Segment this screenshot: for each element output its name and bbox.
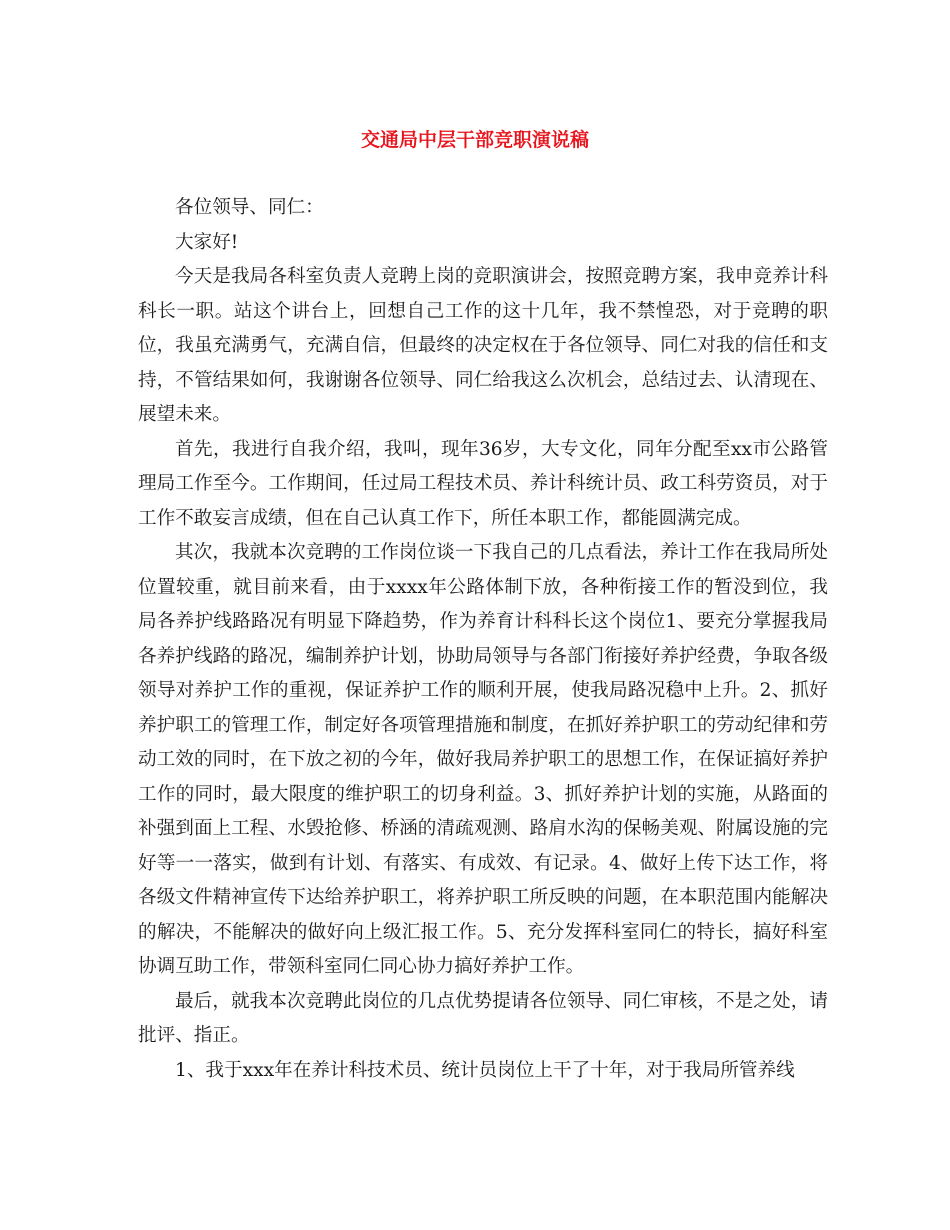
paragraph-self-intro: 首先，我进行自我介绍，我叫，现年36岁，大专文化，同年分配至xx市公路管理局工作至今。工作期间，任过局工程技术员、养计科统计员、政工科劳资员，对于工作不敢妄言成绩，但在自己认真工作下，所任本职工作，都能圆满完成。: [138, 438, 828, 529]
document-body: [138, 191, 828, 1088]
paragraph-salutation: 各位领导、同仁：: [175, 197, 324, 218]
paragraph-advantage-1: 1、我于xxx年在养计科技术员、统计员岗位上干了十年，对于我局所管养线: [175, 1059, 795, 1081]
paragraph-greeting: 大家好!: [175, 231, 239, 253]
paragraph-opening: 今天是我局各科室负责人竞聘上岗的竞职演讲会，按照竞聘方案，我申竞养计科科长一职。站这个讲台上，回想自己工作的这十几年，我不禁惶恐，对于竞聘的职位，我虽充满勇气，充满自信，但最终的决定权在于各位领导、同仁对我的信任和支持，不管结果如何，我谢谢各位领导、同仁给我这么次机会，总结过去、认清现在、展望未来。: [138, 266, 828, 425]
paragraph-job-views: 其次，我就本次竞聘的工作岗位谈一下我自己的几点看法，养计工作在我局所处位置较重，就目前来看，由于xxxx年公路体制下放，各种衔接工作的暂没到位，我局各养护线路路况有明显下降趋势，作为养育计科科长这个岗位1、要充分掌握我局各养护线路的路况，编制养护计划，协助局领导与各部门衔接好养护经费，争取各级领导对养护工作的重视，保证养护工作的顺利开展，使我局路况稳中上升。2、抓好养护职工的管理工作，制定好各项管理措施和制度，在抓好养护职工的劳动纪律和劳动工效的同时，在下放之初的今年，做好我局养护职工的思想工作，在保证搞好养护工作的同时，最大限度的维护职工的切身利益。3、抓好养护计划的实施，从路面的补强到面上工程、水毁抢修、桥涵的清疏观测、路肩水沟的保畅美观、附属设施的完好等一一落实，做到有计划、有落实、有成效、有记录。4、做好上传下达工作，将各级文件精神宣传下达给养护职工，将养护职工所反映的问题，在本职范围内能解决的解决，不能解决的做好向上级汇报工作。5、充分发挥科室同仁的特长，搞好科室协调互助工作，带领科室同仁同心协力搞好养护工作。: [138, 542, 828, 977]
paragraph-advantages-intro: 最后，就我本次竞聘此岗位的几点优势提请各位领导、同仁审核，不是之处，请批评、指正。: [138, 990, 828, 1046]
document-title: 交通局中层干部竞职演说稿: [360, 129, 589, 151]
